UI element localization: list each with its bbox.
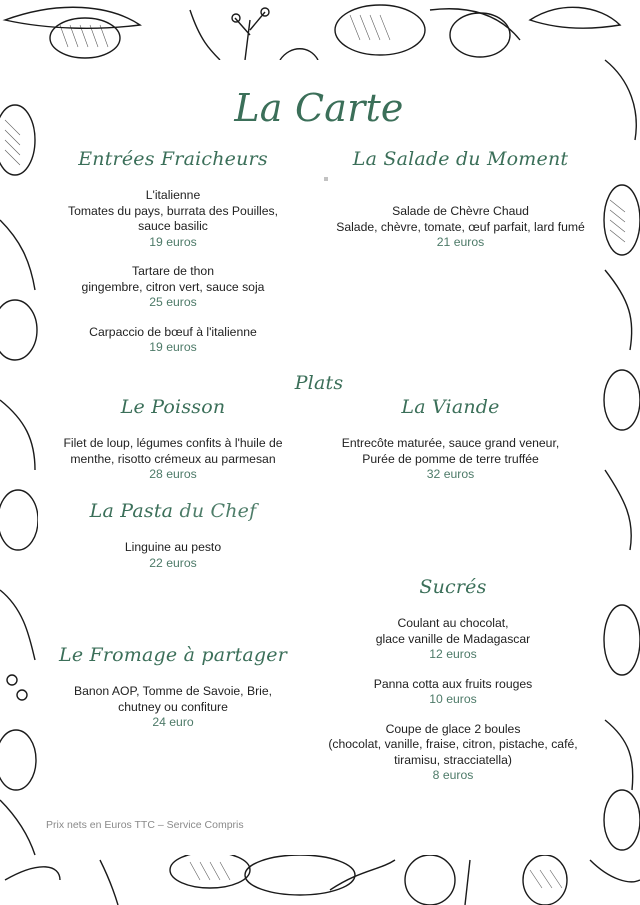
menu-item: [38, 436, 308, 483]
item-name: Carpaccio de bœuf à l'italienne: [89, 324, 257, 339]
item-price: 25 euros: [149, 295, 197, 309]
item-price: 19 euros: [149, 340, 197, 354]
item-price: 8 euros: [432, 768, 474, 782]
item-price: 24 euro: [152, 715, 194, 729]
menu-item: [38, 325, 308, 356]
item-desc: Tomates du pays, burrata des Pouilles,: [67, 203, 278, 218]
item-name: Tartare de thon: [132, 264, 214, 278]
item-desc: sauce basilic: [138, 219, 208, 233]
item-price: 28 euros: [149, 467, 197, 481]
item-desc: gingembre, citron vert, sauce soja: [81, 279, 265, 294]
item-desc: menthe, risotto crémeux au parmesan: [70, 451, 276, 466]
item-price: 32 euros: [426, 467, 475, 481]
item-desc: tiramisu, stracciatella): [394, 752, 512, 767]
section-pasta: [38, 500, 308, 585]
item-name: Entrecôte maturée, sauce grand veneur,: [341, 436, 560, 450]
section-fromage: [38, 644, 308, 745]
menu-item: [308, 616, 598, 663]
menu-item: [38, 188, 308, 250]
section-heading: Sucrés: [419, 576, 487, 598]
heading-part: du Chef: [179, 500, 257, 522]
menu-item: [38, 264, 308, 311]
section-heading: [38, 500, 308, 522]
item-desc: (chocolat, vanille, fraise, citron, pistache, café,: [328, 737, 578, 751]
item-price: 21 euros: [436, 235, 485, 249]
item-name: Salade de Chèvre Chaud: [392, 204, 529, 218]
item-price: 19 euros: [149, 234, 197, 249]
menu-item: [308, 722, 598, 784]
section-poisson: [38, 396, 308, 497]
menu-item: [308, 677, 598, 708]
menu-item: [38, 540, 308, 571]
item-name: Filet de loup, légumes confits à l'huile de: [63, 436, 283, 450]
section-heading: Entrées Fraicheurs: [78, 148, 268, 170]
section-viande: [323, 396, 578, 497]
item-name: Coulant au chocolat,: [397, 616, 509, 630]
section-heading: Le Fromage à partager: [59, 644, 287, 666]
heading-part: La Pasta: [89, 500, 174, 522]
item-desc: Salade, chèvre, tomate, œuf parfait, lard fumé: [336, 219, 585, 234]
section-heading: La Salade du Moment: [352, 148, 569, 170]
footer-note: Prix nets en Euros TTC – Service Compris: [46, 819, 244, 831]
item-name: L'italienne: [145, 188, 201, 202]
menu-item: [323, 204, 598, 251]
section-heading: Le Poisson: [120, 396, 226, 418]
menu-item: [323, 436, 578, 483]
section-heading: La Viande: [401, 396, 500, 418]
item-name: Coupe de glace 2 boules: [385, 721, 521, 736]
item-desc: glace vanille de Madagascar: [375, 631, 531, 646]
plats-heading: Plats: [294, 372, 344, 394]
section-salade: [323, 148, 598, 265]
menu-item: [38, 684, 308, 731]
item-price: 22 euros: [149, 555, 197, 570]
item-price: 10 euros: [429, 692, 477, 706]
section-sucres: [308, 576, 598, 798]
menu-panel: [38, 60, 600, 855]
item-name: Banon AOP, Tomme de Savoie, Brie,: [73, 684, 273, 698]
item-name: Panna cotta aux fruits rouges: [373, 676, 533, 691]
item-desc: chutney ou confiture: [118, 699, 228, 714]
item-price: 12 euros: [429, 647, 477, 661]
item-desc: Purée de pomme de terre truffée: [362, 451, 539, 466]
section-entrees: [38, 148, 308, 370]
item-name: Linguine au pesto: [124, 540, 222, 554]
page-title: La Carte: [234, 86, 404, 130]
